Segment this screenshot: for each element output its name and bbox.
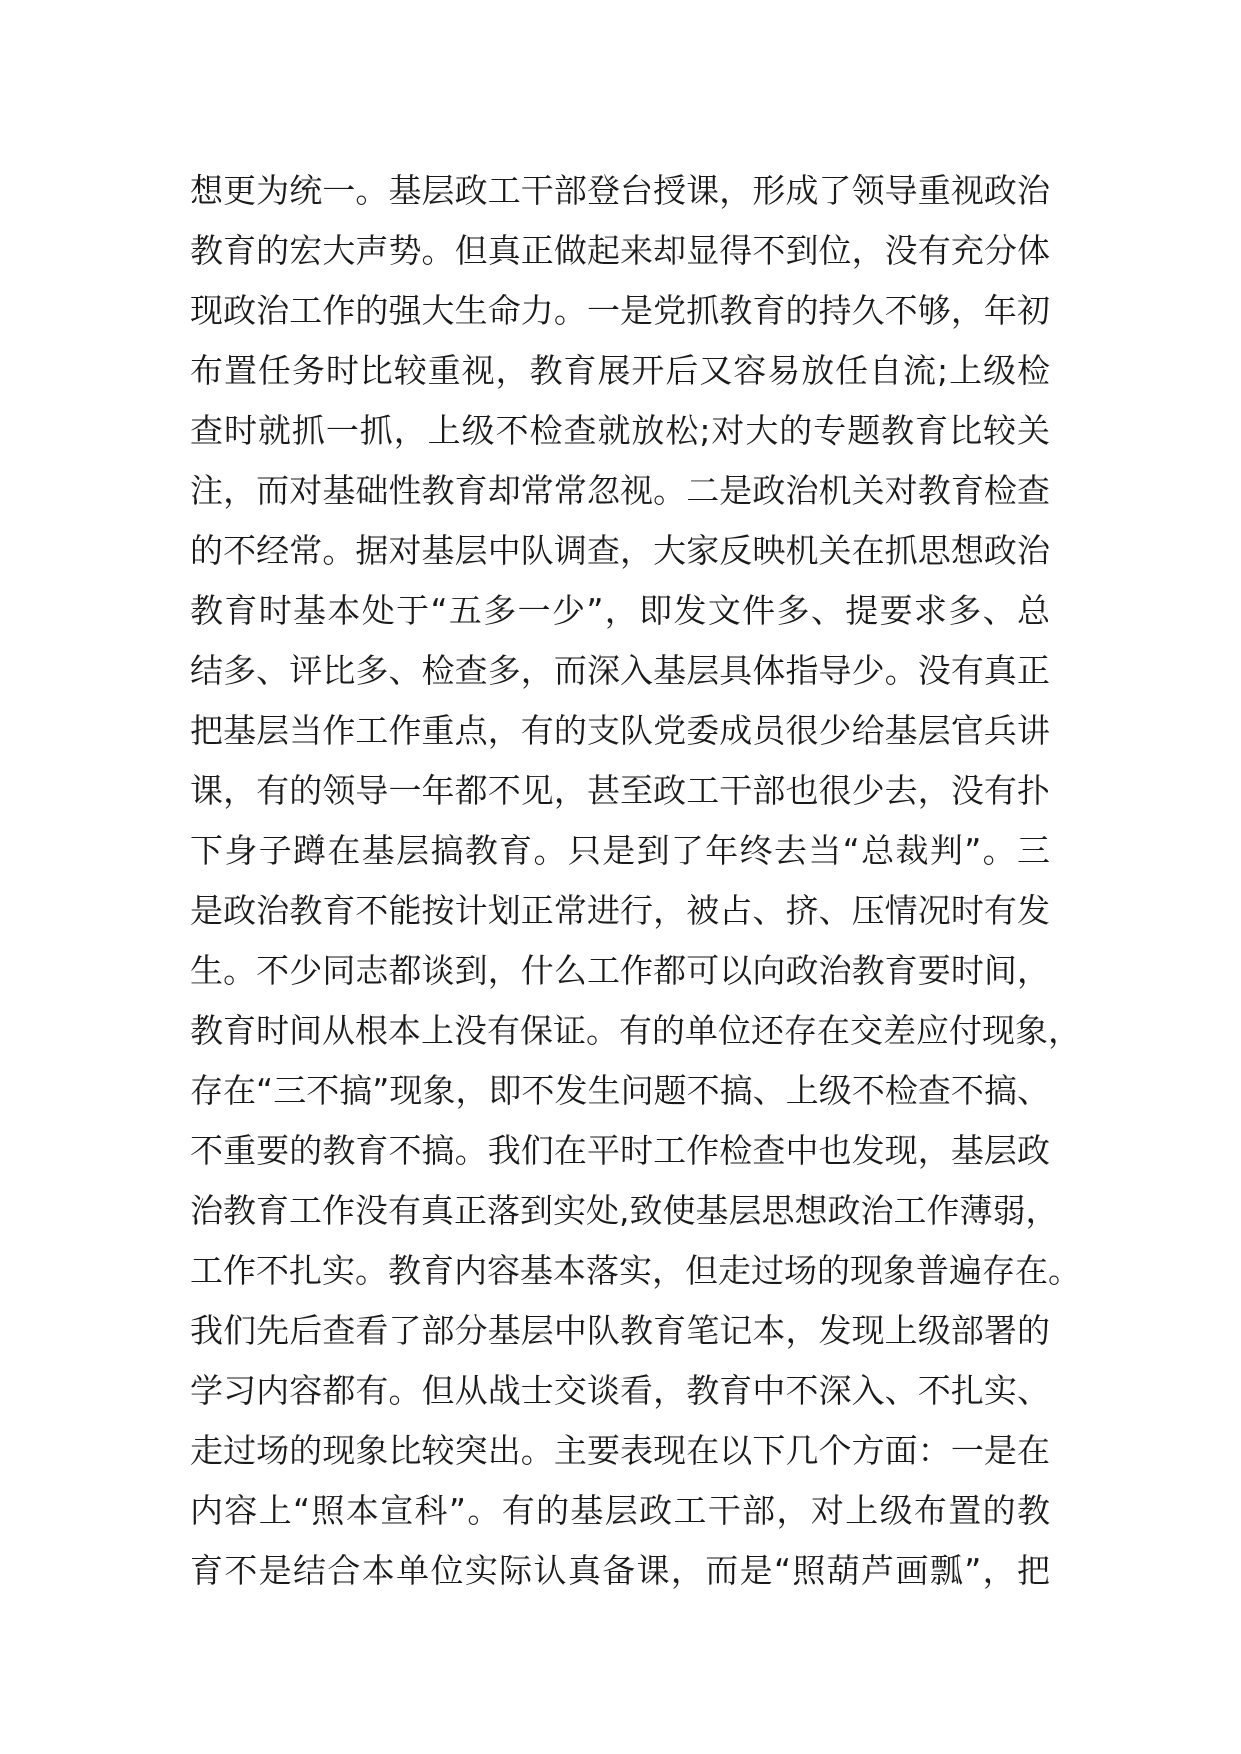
text-line: 育不是结合本单位实际认真备课，而是“照葫芦画瓢”，把 (190, 1551, 1050, 1590)
text-line: 教育的宏大声势。但真正做起来却显得不到位，没有充分体 (190, 231, 1050, 270)
text-line: 学习内容都有。但从战士交谈看，教育中不深入、不扎实、 (190, 1371, 1050, 1410)
text-line: 教育时基本处于“五多一少”，即发文件多、提要求多、总 (190, 591, 1050, 630)
body-text (190, 161, 1081, 1601)
text-line: 内容上“照本宣科”。有的基层政工干部，对上级布置的教 (190, 1491, 1050, 1530)
text-line: 生。不少同志都谈到，什么工作都可以向政治教育要时间， (190, 951, 1050, 990)
text-line: 的不经常。据对基层中队调查，大家反映机关在抓思想政治 (190, 531, 1050, 570)
text-line: 注，而对基础性教育却常常忽视。二是政治机关对教育检查 (190, 471, 1050, 510)
text-line: 工作不扎实。教育内容基本落实，但走过场的现象普遍存在。 (190, 1251, 1081, 1290)
text-line: 治教育工作没有真正落到实处,致使基层思想政治工作薄弱， (190, 1191, 1059, 1230)
text-line: 查时就抓一抓，上级不检查就放松;对大的专题教育比较关 (190, 411, 1050, 450)
text-line: 走过场的现象比较突出。主要表现在以下几个方面：一是在 (190, 1431, 1050, 1470)
text-line: 现政治工作的强大生命力。一是党抓教育的持久不够，年初 (190, 291, 1050, 330)
text-line: 结多、评比多、检查多，而深入基层具体指导少。没有真正 (190, 651, 1050, 690)
text-line: 教育时间从根本上没有保证。有的单位还存在交差应付现象， (190, 1011, 1081, 1050)
text-line: 下身子蹲在基层搞教育。只是到了年终去当“总裁判”。三 (190, 831, 1050, 870)
text-line: 不重要的教育不搞。我们在平时工作检查中也发现，基层政 (190, 1131, 1050, 1170)
text-line: 课，有的领导一年都不见，甚至政工干部也很少去，没有扑 (190, 771, 1050, 810)
text-line: 存在“三不搞”现象，即不发生问题不搞、上级不检查不搞、 (190, 1071, 1050, 1110)
text-line: 是政治教育不能按计划正常进行，被占、挤、压情况时有发 (190, 891, 1050, 930)
text-line: 想更为统一。基层政工干部登台授课，形成了领导重视政治 (190, 171, 1050, 210)
text-line: 我们先后查看了部分基层中队教育笔记本，发现上级部署的 (190, 1311, 1050, 1350)
text-line: 布置任务时比较重视，教育展开后又容易放任自流;上级检 (190, 351, 1050, 390)
text-line: 把基层当作工作重点，有的支队党委成员很少给基层官兵讲 (190, 711, 1050, 750)
